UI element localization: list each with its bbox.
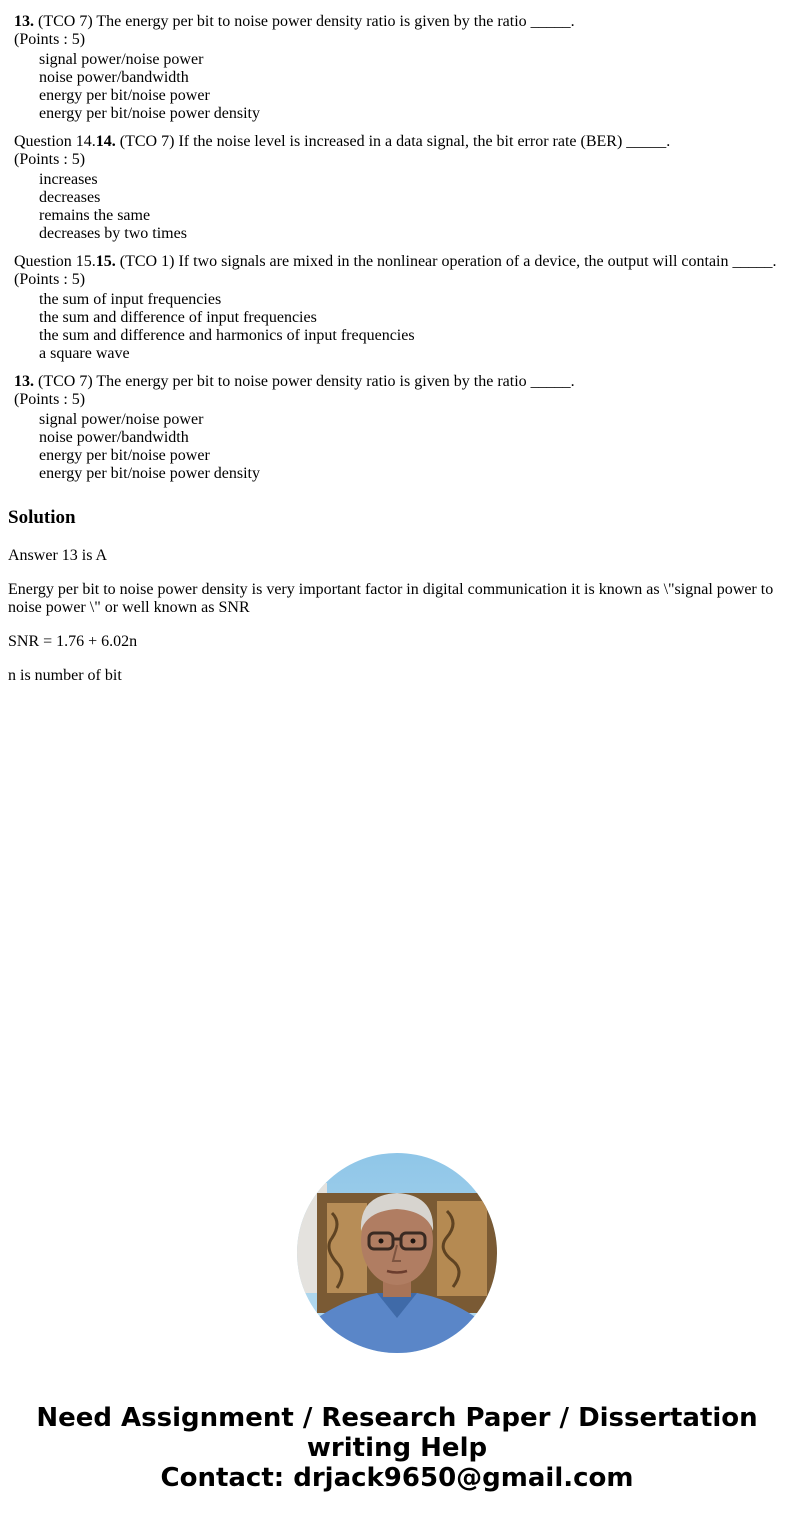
options-list: [39, 51, 784, 123]
option-item: energy per bit/noise power: [39, 447, 210, 464]
option-item: noise power/bandwidth: [39, 429, 189, 446]
option-item: a square wave: [39, 345, 130, 362]
question-text: [14, 253, 784, 271]
footer-line: Need Assignment / Research Paper / Dissertation: [36, 1403, 758, 1433]
question-points: (Points : 5): [14, 151, 86, 168]
question-body: (TCO 7) The energy per bit to noise power density ratio is given by the ratio _____.: [34, 373, 575, 390]
question-number: 14.: [95, 133, 116, 150]
option-item: energy per bit/noise power density: [39, 465, 260, 482]
question-block: [14, 373, 784, 483]
option-item: increases: [39, 171, 98, 188]
question-number: 15.: [95, 253, 116, 270]
option-item: the sum and difference of input frequencies: [39, 309, 317, 326]
option-item: the sum and difference and harmonics of input frequencies: [39, 327, 415, 344]
options-list: [39, 171, 784, 243]
options-list: [39, 291, 784, 363]
question-text: [14, 133, 784, 151]
option-item: energy per bit/noise power density: [39, 105, 260, 122]
question-points: (Points : 5): [14, 31, 86, 48]
question-body: (TCO 7) The energy per bit to noise power density ratio is given by the ratio _____.: [34, 13, 575, 30]
option-item: noise power/bandwidth: [39, 69, 189, 86]
promo-footer: [0, 1403, 794, 1493]
contact-line: Contact: drjack9650@gmail.com: [160, 1463, 634, 1493]
options-list: [39, 411, 784, 483]
option-item: the sum of input frequencies: [39, 291, 222, 308]
question-points: (Points : 5): [14, 271, 86, 288]
question-number: 13.: [14, 13, 34, 30]
solution-paragraph: Energy per bit to noise power density is very important factor in digital communication it is known as \"signal power to noise power \" or well known as SNR: [8, 581, 774, 616]
question-block: [14, 133, 784, 243]
solution-paragraph: n is number of bit: [8, 667, 122, 684]
option-item: signal power/noise power: [39, 51, 204, 68]
solution-heading: Solution: [8, 507, 76, 528]
author-photo: [297, 1153, 497, 1353]
question-number: 13.: [14, 373, 34, 390]
solution-paragraph: Answer 13 is A: [8, 547, 108, 564]
question-block: [14, 13, 784, 123]
question-prefix: Question 14.: [14, 133, 96, 150]
solution-paragraph: SNR = 1.76 + 6.02n: [8, 633, 138, 650]
question-block: [14, 253, 784, 363]
question-prefix: Question 15.: [14, 253, 96, 270]
option-item: decreases: [39, 189, 101, 206]
option-item: energy per bit/noise power: [39, 87, 210, 104]
question-text: [14, 13, 784, 31]
question-points: (Points : 5): [14, 391, 86, 408]
question-body: (TCO 1) If two signals are mixed in the nonlinear operation of a device, the output will contain _____.: [115, 253, 777, 270]
footer-line: writing Help: [306, 1433, 488, 1463]
question-text: [14, 373, 784, 391]
question-body: (TCO 7) If the noise level is increased in a data signal, the bit error rate (BER) _____.: [115, 133, 671, 150]
option-item: decreases by two times: [39, 225, 187, 242]
option-item: remains the same: [39, 207, 151, 224]
option-item: signal power/noise power: [39, 411, 204, 428]
author-avatar: [297, 1153, 497, 1353]
